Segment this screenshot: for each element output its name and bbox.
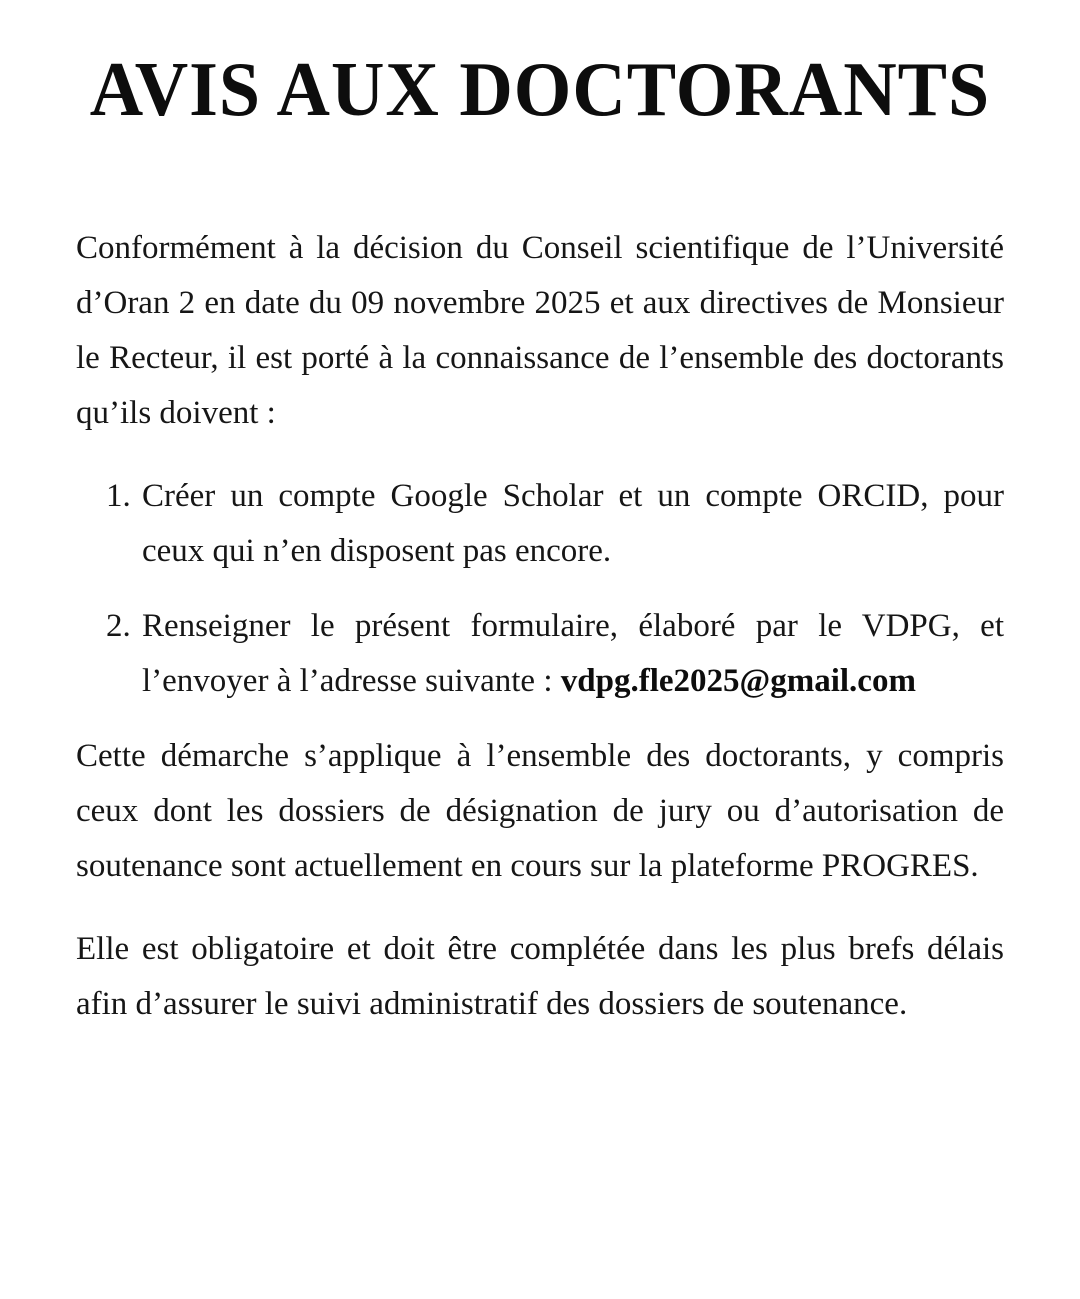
list-item — [106, 469, 1004, 579]
list-item-text: Créer un compte Google Scholar et un compte ORCID, pour ceux qui n’en disposent pas encore. — [142, 478, 1004, 569]
list-item — [106, 599, 1004, 709]
intro-paragraph: Conformément à la décision du Conseil scientifique de l’Université d’Oran 2 en date du 09 novembre 2025 et aux directives de Monsieur le Recteur, il est porté à la connaissance de l’ensemble des doctorants qu’ils doivent : — [76, 230, 1004, 431]
list-item-number: 2. — [106, 608, 131, 644]
obligation-paragraph: Elle est obligatoire et doit être complétée dans les plus brefs délais afin d’assurer le suivi administratif des dossiers de soutenance. — [76, 931, 1004, 1022]
instruction-list — [76, 469, 1004, 709]
scope-paragraph: Cette démarche s’applique à l’ensemble des doctorants, y compris ceux dont les dossiers de désignation de jury ou d’autorisation de soutenance sont actuellement en cours sur la plateforme PROGRES. — [76, 738, 1004, 884]
page-title: AVIS AUX DOCTORANTS — [89, 47, 991, 133]
list-item-text-lead: Renseigner le présent formulaire, élaboré par le VDPG, et l’envoyer à l’adresse suivante : — [142, 608, 1004, 699]
email-address: vdpg.fle2025@gmail.com — [560, 663, 916, 699]
list-item-number: 1. — [106, 478, 131, 514]
list-item-text — [142, 599, 1004, 709]
